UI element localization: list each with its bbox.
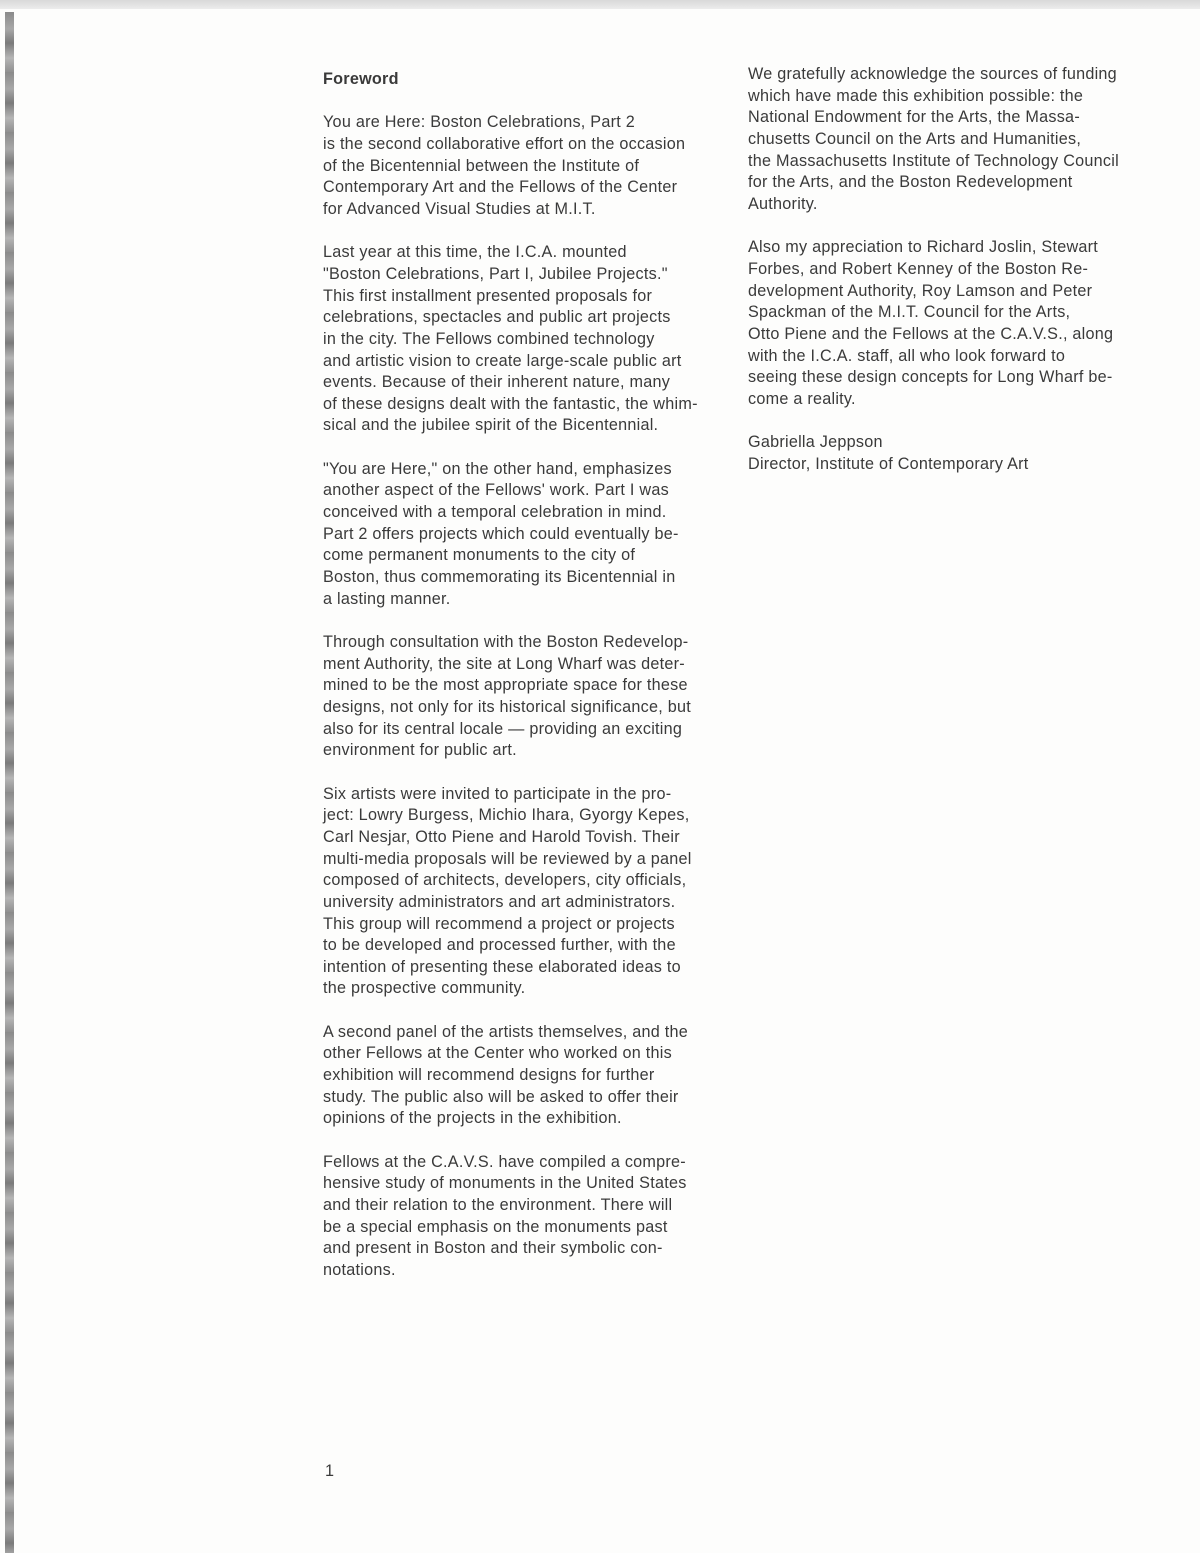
text-line: and present in Boston and their symbolic con- [323, 1239, 663, 1258]
text-line: for the Arts, and the Boston Redevelopment [748, 173, 1073, 192]
text-line: Last year at this time, the I.C.A. mounted [323, 243, 627, 262]
text-line: sical and the jubilee spirit of the Bicentennial. [323, 416, 659, 435]
text-line: development Authority, Roy Lamson and Peter [748, 281, 1093, 300]
text-line: intention of presenting these elaborated ideas to [323, 957, 681, 976]
text-line: ject: Lowry Burgess, Michio Ihara, Gyorgy Kepes, [323, 806, 690, 825]
text-line: celebrations, spectacles and public art projects [323, 308, 671, 327]
right-column [748, 64, 1119, 497]
text-line: National Endowment for the Arts, the Massa- [748, 108, 1080, 127]
paragraph [323, 632, 698, 762]
text-line: You are Here: Boston Celebrations, Part 2 [323, 113, 635, 132]
text-line: is the second collaborative effort on the occasion [323, 134, 686, 153]
text-line: Boston, thus commemorating its Bicentennial in [323, 568, 676, 587]
text-line: ment Authority, the site at Long Wharf was deter- [323, 654, 685, 673]
foreword-heading: Foreword [323, 70, 399, 88]
text-line: for Advanced Visual Studies at M.I.T. [323, 199, 596, 218]
paragraph [748, 64, 1119, 216]
text-line: hensive study of monuments in the United States [323, 1174, 687, 1193]
text-line: Authority. [748, 194, 818, 213]
text-line: Forbes, and Robert Kenney of the Boston Re- [748, 259, 1089, 278]
text-line: designs, not only for its historical significance, but [323, 697, 692, 716]
page-number: 1 [325, 1462, 335, 1480]
text-line: and their relation to the environment. There will [323, 1196, 673, 1215]
text-line: Through consultation with the Boston Redevelop- [323, 633, 689, 651]
paragraph [323, 459, 698, 611]
paragraph [323, 242, 698, 437]
text-line: Carl Nesjar, Otto Piene and Harold Tovish. Their [323, 827, 680, 846]
paragraph [323, 112, 698, 220]
text-line: Also my appreciation to Richard Joslin, Stewart [748, 238, 1099, 257]
text-line: Director, Institute of Contemporary Art [748, 454, 1029, 473]
text-line: A second panel of the artists themselves, and the [323, 1022, 688, 1041]
paragraph [323, 1152, 698, 1282]
text-line: other Fellows at the Center who worked on this [323, 1044, 672, 1063]
text-line: study. The public also will be asked to offer their [323, 1087, 679, 1106]
text-line: This first installment presented proposals for [323, 286, 653, 305]
text-line: composed of architects, developers, city officials, [323, 871, 687, 890]
text-line: We gratefully acknowledge the sources of funding [748, 65, 1117, 83]
text-line: the prospective community. [323, 979, 526, 998]
left-column [323, 69, 698, 1303]
text-line: the Massachusetts Institute of Technology Council [748, 151, 1119, 170]
text-line: another aspect of the Fellows' work. Part I was [323, 481, 669, 500]
text-line: Otto Piene and the Fellows at the C.A.V.S., along [748, 324, 1114, 343]
scan-binding-edge [5, 12, 14, 1553]
text-line: Fellows at the C.A.V.S. have compiled a compre- [323, 1152, 686, 1171]
text-line: notations. [323, 1260, 396, 1279]
text-line: and artistic vision to create large-scale public art [323, 351, 682, 370]
text-line: This group will recommend a project or projects [323, 914, 675, 933]
text-line: Spackman of the M.I.T. Council for the Arts, [748, 303, 1071, 322]
text-line: a lasting manner. [323, 589, 451, 608]
text-line: opinions of the projects in the exhibition. [323, 1109, 622, 1128]
text-line: conceived with a temporal celebration in mind. [323, 503, 667, 522]
text-line: seeing these design concepts for Long Wharf be- [748, 368, 1113, 387]
scan-top-edge [0, 0, 1200, 9]
paragraph [748, 237, 1119, 410]
text-line: come a reality. [748, 389, 856, 408]
text-line: Gabriella Jeppson [748, 433, 883, 452]
text-line: with the I.C.A. staff, all who look forward to [748, 346, 1066, 365]
text-line: "Boston Celebrations, Part I, Jubilee Projects." [323, 264, 668, 283]
text-line: events. Because of their inherent nature, many [323, 373, 671, 392]
text-line: mined to be the most appropriate space for these [323, 676, 688, 695]
text-line: in the city. The Fellows combined technology [323, 329, 655, 348]
text-line: exhibition will recommend designs for further [323, 1066, 655, 1085]
text-line: Part 2 offers projects which could eventually be- [323, 524, 679, 543]
text-line: environment for public art. [323, 741, 517, 760]
text-line: chusetts Council on the Arts and Humanities, [748, 129, 1082, 148]
text-line: which have made this exhibition possible: the [748, 86, 1084, 105]
text-line: Six artists were invited to participate in the pro- [323, 784, 672, 803]
text-line: of these designs dealt with the fantastic, the whim- [323, 394, 698, 413]
text-line: also for its central locale — providing an exciting [323, 719, 683, 738]
text-line: be a special emphasis on the monuments past [323, 1217, 668, 1236]
text-line: Contemporary Art and the Fellows of the Center [323, 178, 678, 197]
text-line: "You are Here," on the other hand, emphasizes [323, 459, 672, 478]
text-line: come permanent monuments to the city of [323, 546, 636, 565]
text-line: of the Bicentennial between the Institute of [323, 156, 640, 175]
text-line: multi-media proposals will be reviewed by a panel [323, 849, 692, 868]
signature-block [748, 432, 1119, 475]
text-line: to be developed and processed further, with the [323, 936, 676, 955]
paragraph [323, 1022, 698, 1130]
paragraph [323, 784, 698, 1001]
text-line: university administrators and art administrators. [323, 892, 676, 911]
